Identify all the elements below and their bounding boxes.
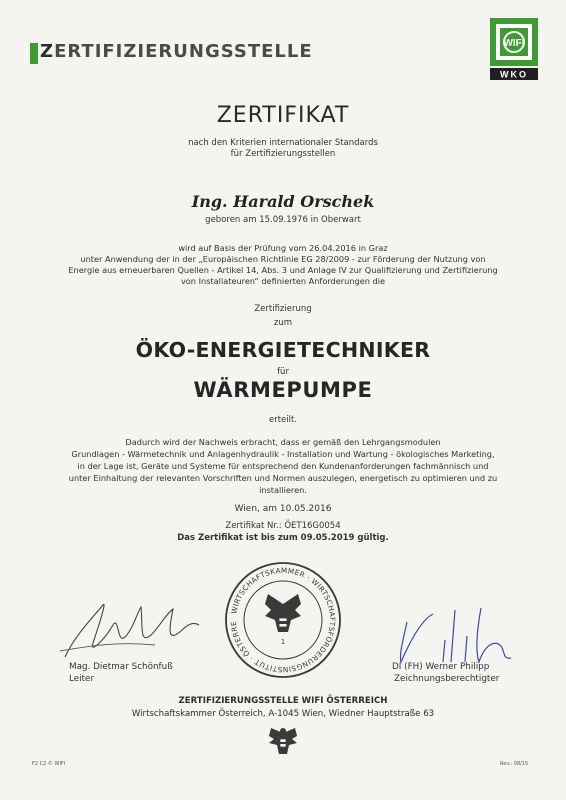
left-signer-role: Leiter: [69, 674, 95, 684]
wifi-logo-icon: [490, 18, 538, 80]
proof-line-3: in der Lage ist, Geräte und Systeme für entsprechend den Kundenanforderungen fachmännisch und: [77, 461, 489, 471]
certification-label: Zertifizierung: [254, 304, 312, 314]
right-signer-name: DI (FH) Werner Philipp: [392, 662, 490, 672]
basis-line-3: Energie aus erneuerbaren Quellen - Artikel 14, Abs. 3 und Anlage IV zur Qualifizierung und Zertifizierung: [68, 265, 498, 275]
proof-line-2: Grundlagen - Wärmetechnik und Anlagenhydraulik - Installation und Wartung - ökologisches Marketing,: [71, 449, 495, 459]
logo-wifi-text: WIFI: [503, 38, 525, 49]
issuer-heading: [40, 41, 313, 62]
certificate-number: Zertifikat Nr.: ÖET16G0054: [225, 521, 341, 531]
signature-left: [55, 595, 210, 670]
holder-name: Ing. Harald Orschek: [191, 192, 375, 211]
fuer-label: für: [277, 367, 289, 377]
footer-address: Wirtschaftskammer Österreich, A-1045 Wien, Wiedner Hauptstraße 63: [131, 709, 435, 719]
eagle-icon: [266, 724, 300, 758]
footer-issuer: ZERTIFIZIERUNGSSTELLE WIFI ÖSTERREICH: [178, 696, 388, 706]
right-signer-role: Zeichnungsberechtigter: [394, 674, 500, 684]
subtitle-line-2: für Zertifizierungsstellen: [230, 149, 336, 159]
qualification-title: ÖKO-ENERGIETECHNIKER: [135, 338, 431, 362]
wifi-wko-logo: [490, 18, 538, 80]
form-code: F2 C2 © WIFI: [32, 761, 66, 767]
signature-left-icon: [55, 595, 210, 670]
signature-right-icon: [385, 600, 525, 670]
erteilt-label: erteilt.: [268, 415, 298, 425]
signature-right: [385, 600, 525, 670]
austrian-eagle-emblem: [266, 724, 300, 758]
header-accent-bar: [30, 43, 38, 64]
certificate-title: ZERTIFIKAT: [216, 103, 350, 128]
zum-label: zum: [273, 318, 293, 328]
logo-wko-text: WKO: [500, 69, 528, 80]
subtitle-line-1: nach den Kriterien internationaler Standards: [188, 138, 378, 148]
proof-line-4: unter Einhaltung der relevanten Vorschriften und Normen auszulegen, energetisch zu optimieren und zu: [68, 473, 498, 483]
seal-icon: [223, 560, 343, 680]
issuer-heading-initial: Z: [40, 41, 55, 62]
holder-birth: geboren am 15.09.1976 in Oberwart: [205, 215, 361, 225]
seal-ring-text: WIRTSCHAFTSKAMMER · WIRTSCHAFTSFÖRDERUNGSINSTITUT · ÖSTERRE: [228, 565, 338, 675]
proof-line-5: installieren.: [259, 485, 307, 495]
basis-line-4: von Installateuren“ definierten Anforderungen die: [180, 276, 386, 286]
proof-line-1: Dadurch wird der Nachweis erbracht, dass er gemäß den Lehrgangsmodulen: [125, 437, 441, 447]
revision-code: Rev.: 08/15: [500, 761, 529, 767]
validity-note: Das Zertifikat ist bis zum 09.05.2019 gültig.: [177, 533, 389, 543]
left-signer-name: Mag. Dietmar Schönfuß: [69, 662, 173, 672]
issuer-heading-rest: ERTIFIZIERUNGSSTELLE: [54, 41, 313, 62]
official-seal: [223, 560, 343, 680]
basis-line-2: unter Anwendung der in der „Europäischen Richtlinie EG 28/2009 - zur Förderung der Nutzung von: [80, 254, 486, 264]
seal-number: 1: [280, 638, 286, 646]
basis-line-1: wird auf Basis der Prüfung vom 26.04.2016 in Graz: [178, 243, 388, 253]
specialty-title: WÄRMEPUMPE: [193, 378, 373, 402]
place-date: Wien, am 10.05.2016: [234, 504, 332, 514]
